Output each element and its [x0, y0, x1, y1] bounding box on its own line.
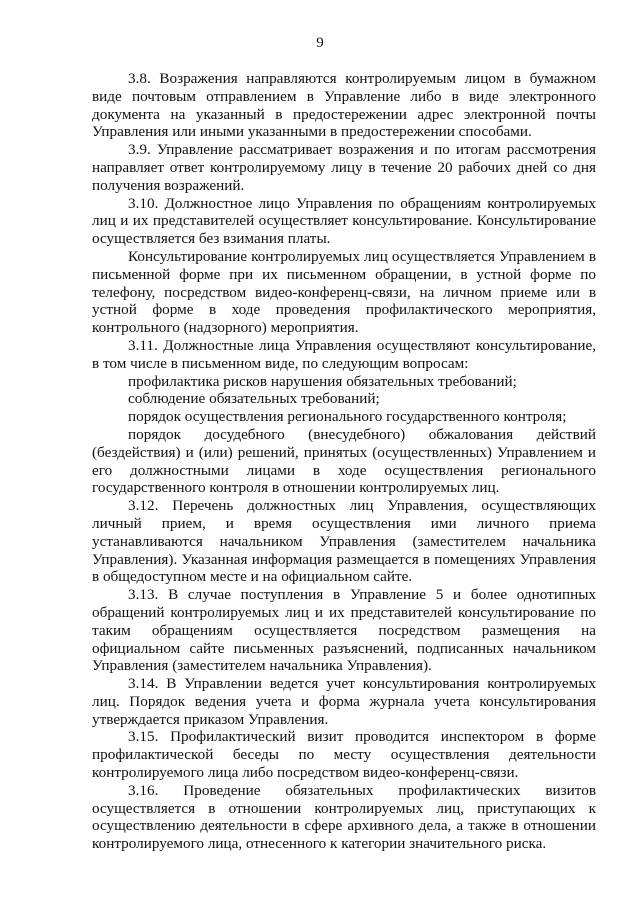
paragraph-3-9: 3.9. Управление рассматривает возражения и по итогам рассмотрения направляет ответ контролируемому лицу в течение 20 рабочих дней со дня получения возражений.	[92, 141, 596, 194]
paragraph-consultation-forms: Консультирование контролируемых лиц осуществляется Управлением в письменной форме при их письменном обращении, в устной форме по телефону, посредством видео-конференц-связи, на личном приеме или в устной форме в ходе проведения профилактического мероприятия, контрольного (надзорного) мероприятия.	[92, 247, 596, 337]
list-item: соблюдение обязательных требований;	[128, 390, 380, 408]
paragraph-3-10: 3.10. Должностное лицо Управления по обращениям контролируемых лиц и их представителей осуществляет консультирование. Консультирование осуществляется без взимания платы.	[92, 194, 596, 248]
list-item: порядок досудебного (внесудебного) обжалования действий (бездействия) и (или) решений, принятых (осуществленных) Управлением и его должностными лицами в ходе осуществления регионального государственного контроля в отношении контролируемых лиц.	[92, 425, 596, 497]
list-item: профилактика рисков нарушения обязательных требований;	[128, 372, 517, 390]
paragraph-3-14: 3.14. В Управлении ведется учет консультирования контролируемых лиц. Порядок ведения учета и форма журнала учета консультирования утверждается приказом Управления.	[92, 675, 596, 728]
paragraph-3-13: 3.13. В случае поступления в Управление 5 и более однотипных обращений контролируемых лиц и их представителей консультирование по таким обращениям осуществляется посредством размещения на официальном сайте письменных разъяснений, подписанных начальником Управления (заместителем начальника Управления).	[92, 586, 596, 675]
paragraph-3-16: 3.16. Проведение обязательных профилактических визитов осуществляется в отношении контролируемых лиц, приступающих к осуществлению деятельности в сфере архивного дела, а также в отношении контролируемого лица, отнесенного к категории значительного риска.	[92, 781, 596, 853]
paragraph-3-12: 3.12. Перечень должностных лиц Управления, осуществляющих личный прием, и время осуществления ими личного приема устанавливаются начальником Управления (заместителем начальника Управления). Указанная информация размещается в помещениях Управления в общедоступном месте и на официальном сайте.	[92, 497, 596, 586]
paragraph-3-15: 3.15. Профилактический визит проводится инспектором в форме профилактической беседы по месту осуществления деятельности контролируемого лица либо посредством видео-конференц-связи.	[92, 728, 596, 782]
page-number: 9	[316, 35, 324, 51]
paragraph-3-11: 3.11. Должностные лица Управления осуществляют консультирование, в том числе в письменном виде, по следующим вопросам:	[92, 336, 596, 372]
paragraph-3-8: 3.8. Возражения направляются контролируемым лицом в бумажном виде почтовым отправлением в Управление либо в виде электронного документа на указанный в предостережении адрес электронной почты Управления или иными указанными в предостережении способами.	[92, 70, 596, 141]
list-item: порядок осуществления регионального государственного контроля;	[128, 408, 567, 426]
document-body	[92, 70, 596, 853]
